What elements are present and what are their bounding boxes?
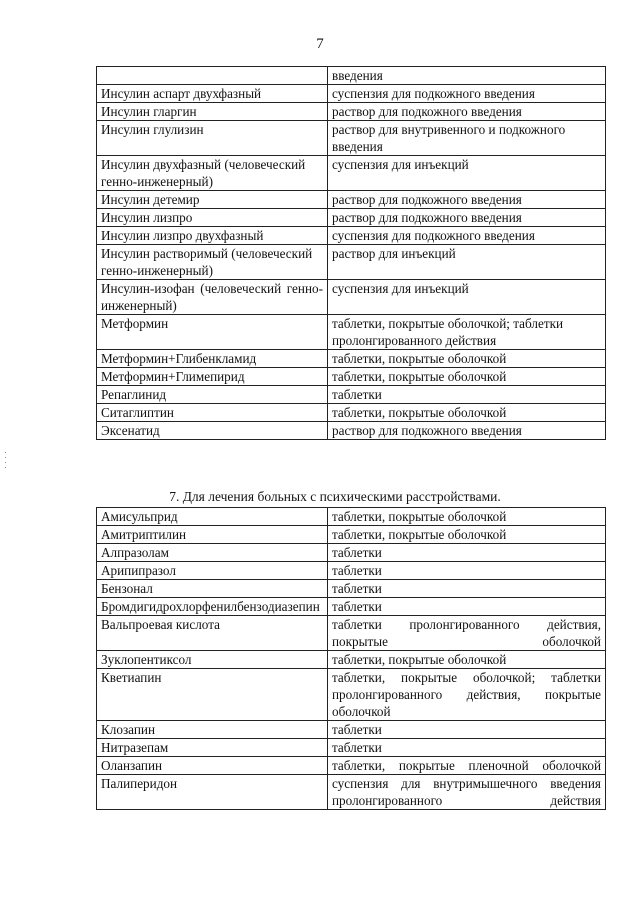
drug-name-cell: Метформин+Глимепирид [97, 368, 328, 386]
drug-name-cell: Ситаглиптин [97, 404, 328, 422]
drug-name-cell: Арипипразол [97, 562, 328, 580]
drug-form-cell: таблетки [328, 544, 606, 562]
drug-name-cell: Оланзапин [97, 757, 328, 775]
drug-form-cell: таблетки, покрытые пленочной оболочкой [328, 757, 606, 775]
drug-name-cell: Эксенатид [97, 422, 328, 440]
page-number: 7 [316, 36, 324, 52]
drug-name-cell: Вальпроевая кислота [97, 616, 328, 651]
drug-form-cell: суспензия для внутримышечного введения пролонгированного действия [328, 775, 606, 810]
drug-name-cell: Репаглинид [97, 386, 328, 404]
drug-form-cell: таблетки [328, 562, 606, 580]
table-row [97, 404, 606, 422]
drug-form-cell: таблетки, покрытые оболочкой [328, 526, 606, 544]
table-row [97, 227, 606, 245]
drug-form-cell: суспензия для инъекций [328, 156, 606, 191]
table-row [97, 156, 606, 191]
drug-form-cell: раствор для подкожного введения [328, 103, 606, 121]
drug-name-cell: Бромдигидрохлорфенилбензодиазепин [97, 598, 328, 616]
drug-form-cell: таблетки, покрытые оболочкой [328, 404, 606, 422]
drug-name-cell: Бензонал [97, 580, 328, 598]
table-row [97, 775, 606, 810]
drug-name-cell: Инсулин лизпро двухфазный [97, 227, 328, 245]
drug-form-cell: раствор для подкожного введения [328, 209, 606, 227]
drug-name-cell: Инсулин двухфазный (человеческий генно-инженерный) [97, 156, 328, 191]
table-row [97, 616, 606, 651]
table-row [97, 280, 606, 315]
drug-name-cell: Палиперидон [97, 775, 328, 810]
psychiatric-drugs-table [96, 507, 606, 810]
drug-form-cell: раствор для инъекций [328, 245, 606, 280]
table-row [97, 350, 606, 368]
drug-form-cell: суспензия для инъекций [328, 280, 606, 315]
table-row [97, 103, 606, 121]
table-row [97, 669, 606, 721]
drug-form-cell: таблетки [328, 739, 606, 757]
drug-name-cell: Алпразолам [97, 544, 328, 562]
drug-form-cell: таблетки, покрытые оболочкой [328, 368, 606, 386]
drug-form-cell: введения [328, 67, 606, 85]
drug-name-cell: Инсулин лизпро [97, 209, 328, 227]
drug-name-cell: Инсулин детемир [97, 191, 328, 209]
drug-form-cell: раствор для внутривенного и подкожного введения [328, 121, 606, 156]
table-row [97, 721, 606, 739]
drug-name-cell: Метформин [97, 315, 328, 350]
table-row [97, 67, 606, 85]
drug-form-cell: суспензия для подкожного введения [328, 85, 606, 103]
section-caption: 7. Для лечения больных с психическими расстройствами. [169, 489, 501, 504]
drug-name-cell: Инсулин-изофан (человеческий генно-инженерный) [97, 280, 328, 315]
table-row [97, 209, 606, 227]
drug-name-cell: Амисульприд [97, 508, 328, 526]
table-row [97, 739, 606, 757]
drug-form-cell: раствор для подкожного введения [328, 422, 606, 440]
drug-name-cell: Нитразепам [97, 739, 328, 757]
margin-dots [5, 452, 7, 472]
drug-form-cell: таблетки [328, 580, 606, 598]
table-row [97, 544, 606, 562]
drug-name-cell: Кветиапин [97, 669, 328, 721]
table-row [97, 386, 606, 404]
drug-name-cell: Инсулин растворимый (человеческий генно-инженерный) [97, 245, 328, 280]
drug-form-cell: таблетки [328, 386, 606, 404]
drug-form-cell: таблетки, покрытые оболочкой; таблетки пролонгированного действия, покрытые оболочкой [328, 669, 606, 721]
table-row [97, 121, 606, 156]
table-row [97, 191, 606, 209]
table-row [97, 757, 606, 775]
drug-form-cell: таблетки, покрытые оболочкой [328, 508, 606, 526]
drug-name-cell: Клозапин [97, 721, 328, 739]
table-row [97, 368, 606, 386]
table-row [97, 315, 606, 350]
drug-form-cell: раствор для подкожного введения [328, 191, 606, 209]
table-row [97, 508, 606, 526]
table-row [97, 651, 606, 669]
drug-form-cell: таблетки, покрытые оболочкой [328, 651, 606, 669]
drug-form-cell: таблетки, покрытые оболочкой; таблетки пролонгированного действия [328, 315, 606, 350]
drug-name-cell: Инсулин гларгин [97, 103, 328, 121]
table-row [97, 245, 606, 280]
drug-form-cell: таблетки пролонгированного действия, покрытые оболочкой [328, 616, 606, 651]
drug-name-cell: Зуклопентиксол [97, 651, 328, 669]
drug-form-cell: суспензия для подкожного введения [328, 227, 606, 245]
drug-form-cell: таблетки [328, 721, 606, 739]
table-row [97, 580, 606, 598]
drug-name-cell: Инсулин глулизин [97, 121, 328, 156]
table-row [97, 562, 606, 580]
drug-form-cell: таблетки [328, 598, 606, 616]
drug-name-cell [97, 67, 328, 85]
table-row [97, 598, 606, 616]
diabetes-drugs-table [96, 66, 606, 440]
drug-form-cell: таблетки, покрытые оболочкой [328, 350, 606, 368]
drug-name-cell: Амитриптилин [97, 526, 328, 544]
table-row [97, 422, 606, 440]
table-row [97, 526, 606, 544]
table-row [97, 85, 606, 103]
drug-name-cell: Метформин+Глибенкламид [97, 350, 328, 368]
drug-name-cell: Инсулин аспарт двухфазный [97, 85, 328, 103]
